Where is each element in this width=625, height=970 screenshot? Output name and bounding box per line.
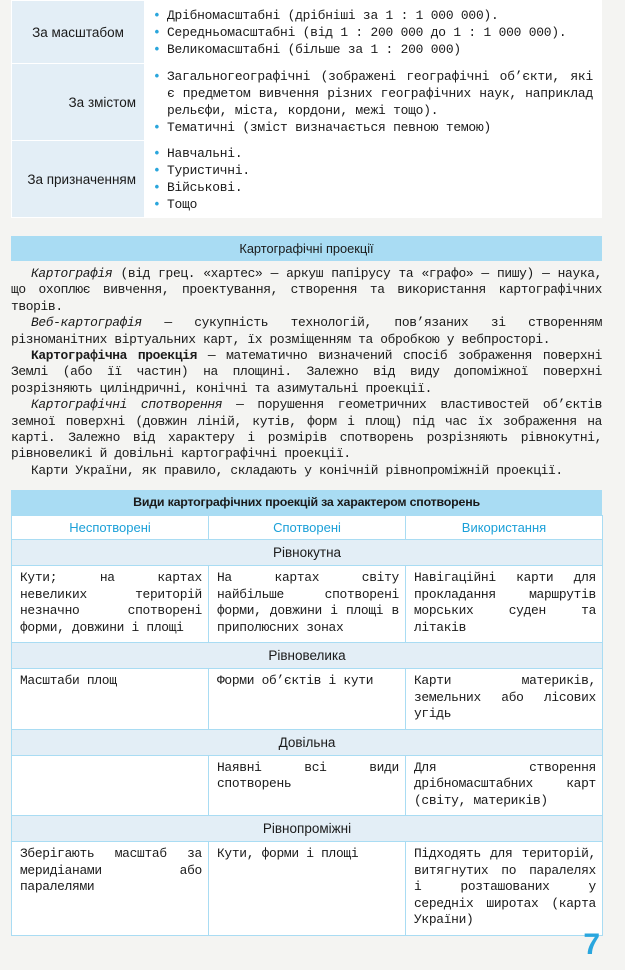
map-classification-table <box>11 0 602 218</box>
list-item: • Навчальні. <box>151 145 593 162</box>
list-item: • Тематичні (зміст визначається певною темою) <box>151 119 593 136</box>
section-title: Картографічні проекції <box>11 236 602 261</box>
classification-list <box>151 145 593 213</box>
list-item: • Військові. <box>151 179 593 196</box>
group-title: Довільна <box>12 729 603 755</box>
classification-heading: За масштабом <box>12 1 145 64</box>
projections-table-block <box>11 490 602 936</box>
group-row <box>12 816 603 842</box>
list-item: • Дрібномасштабні (дрібніші за 1 : 1 000 000). <box>151 7 593 24</box>
table-cell: Карти материків, земельних або лісових угідь <box>406 669 603 730</box>
group-row <box>12 643 603 669</box>
classification-list <box>151 68 593 136</box>
table-row <box>12 842 603 936</box>
table-cell: Масштаби площ <box>12 669 209 730</box>
paragraph: Картографічна проекція — математично визначений спосіб зображення поверхні Землі (або її частин) на площині. Залежно від виду допоміжної поверхні розрізняють циліндричні, конічні та азимутальні проекції. <box>11 348 602 396</box>
column-header: Використання <box>406 516 603 540</box>
table-cell: Наявні всі види спотворень <box>209 755 406 816</box>
term: Картографічна проекція <box>31 348 197 364</box>
term: Веб-картографія <box>31 315 142 331</box>
classification-list <box>151 7 593 58</box>
group-title: Рівнокутна <box>12 540 603 566</box>
table-cell: Форми об’єктів і кути <box>209 669 406 730</box>
classification-row-content <box>12 64 602 141</box>
column-header: Спотворені <box>209 516 406 540</box>
paragraph: Картографія (від грец. «хартес» — аркуш папірусу та «графо» — пишу) — наука, що охоплює вивчення, проектування, створення та використання картографічних творів. <box>11 266 602 314</box>
table-cell: Зберігають масштаб за меридіанами або паралелями <box>12 842 209 936</box>
list-item: • Загальногеографічні (зображені географічні об’єкти, які є предметом вивчення різних географічних наук, наприклад рельєфи, міста, кордони, межі тощо). <box>151 68 593 119</box>
paragraph: Картографічні спотворення — порушення геометричних властивостей об’єктів земної поверхні (довжин ліній, кутів, форм і площ) під час їх зображення на карті. Залежно від характеру і розмірів спотворень розрізняють рівнокутні, рівновеликі й довільні картографічні проекції. <box>11 397 602 462</box>
table-row <box>12 566 603 643</box>
term: Картографія <box>31 266 113 281</box>
page-number: 7 <box>583 928 600 961</box>
classification-heading: За призначенням <box>12 141 145 218</box>
list-item: • Великомасштабні (більше за 1 : 200 000) <box>151 41 593 58</box>
column-header: Неспотворені <box>12 516 209 540</box>
table-cell: Кути, форми і площі <box>209 842 406 936</box>
list-item: • Туристичні. <box>151 162 593 179</box>
classification-heading: За змістом <box>12 64 145 141</box>
table-cell: Для створення дрібномасштабних карт (світу, материків) <box>406 755 603 816</box>
classification-row-scale <box>12 1 602 64</box>
paragraph: Веб-картографія — сукупність технологій, пов’язаних зі створенням різноманітних віртуальних карт, їх розміщенням та обробкою у вебпросторі. <box>11 315 602 347</box>
table-header-row <box>12 516 603 540</box>
table-cell: На картах світу найбільше спотворені форми, довжини і площі в приполюсних зонах <box>209 566 406 643</box>
projections-table-title: Види картографічних проекцій за характером спотворень <box>11 490 602 515</box>
table-cell: Кути; на картах невеликих територій незначно спотворені форми, довжини і площі <box>12 566 209 643</box>
table-cell: Навігаційні карти для прокладання маршрутів морських суден та літаків <box>406 566 603 643</box>
group-row <box>12 729 603 755</box>
list-item: • Тощо <box>151 196 593 213</box>
table-cell <box>12 755 209 816</box>
textbook-page <box>11 0 602 936</box>
paragraph: Карти України, як правило, складають у конічній рівнопроміжній проекції. <box>31 462 563 478</box>
projections-table <box>11 515 603 936</box>
group-title: Рівновелика <box>12 643 603 669</box>
classification-row-purpose <box>12 141 602 218</box>
group-title: Рівнопроміжні <box>12 816 603 842</box>
definitions-text <box>11 266 602 479</box>
table-cell: Підходять для територій, витягнутих по паралелях і розташованих у середніх широтах (карта України) <box>406 842 603 936</box>
table-row <box>12 669 603 730</box>
group-row <box>12 540 603 566</box>
table-row <box>12 755 603 816</box>
term: Картографічні спотворення <box>31 397 223 413</box>
list-item: • Середньомасштабні (від 1 : 200 000 до 1 : 1 000 000). <box>151 24 593 41</box>
